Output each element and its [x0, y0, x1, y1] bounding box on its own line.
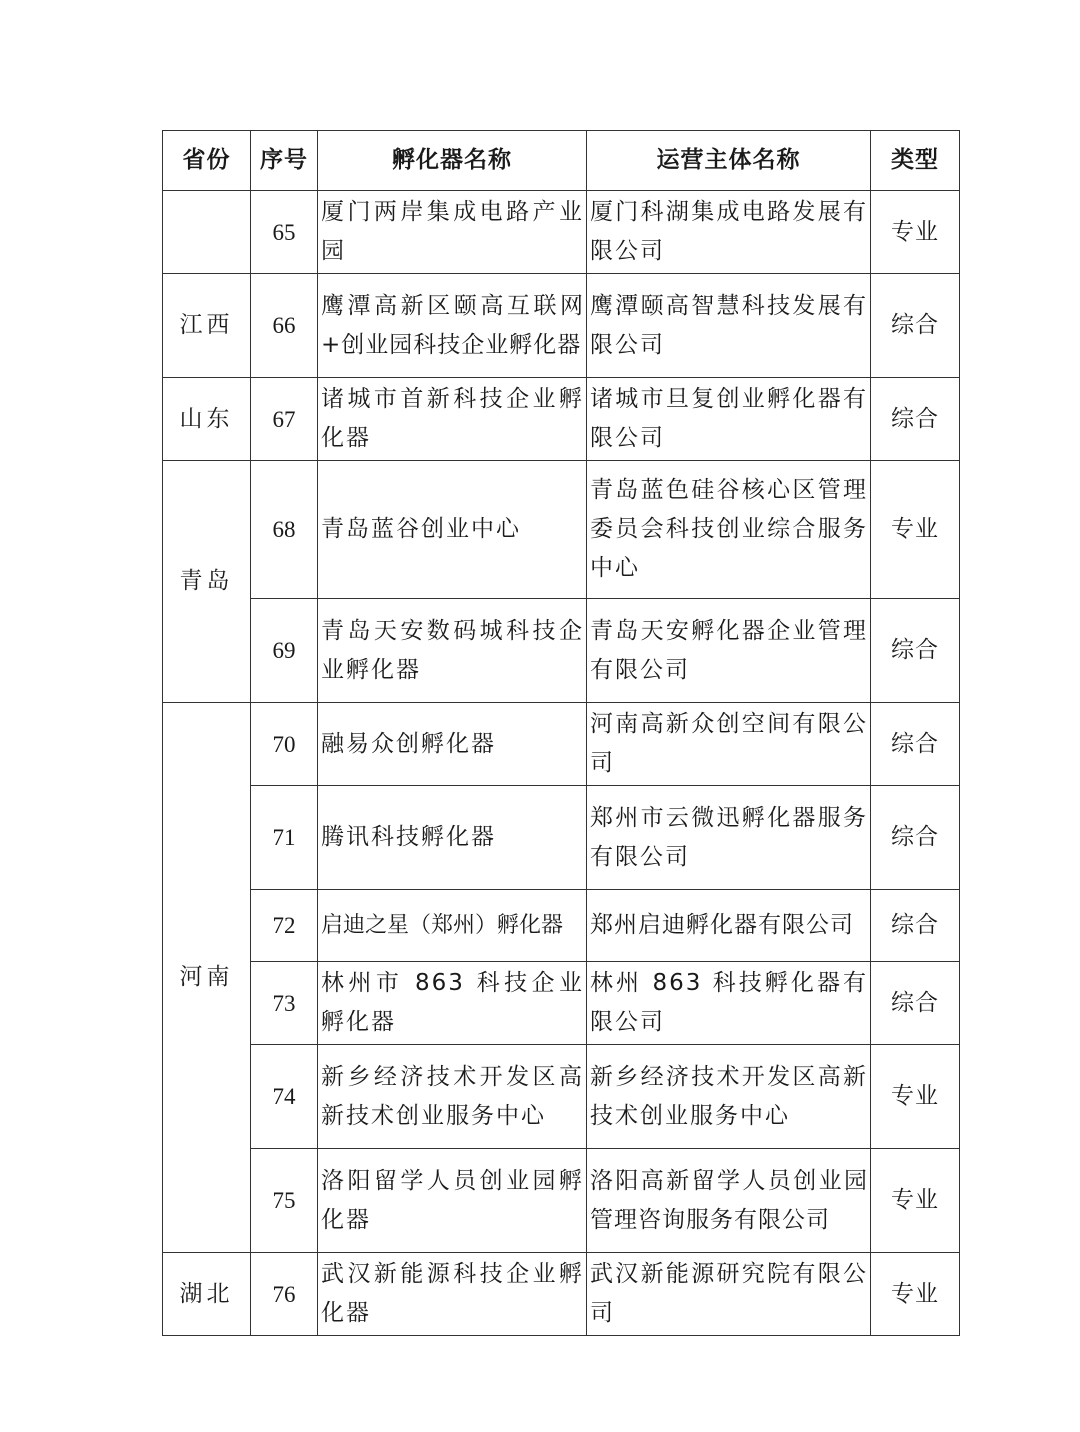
province-cell: 山东 [163, 378, 251, 461]
incubator-name-cell: 鹰潭高新区颐高互联网+创业园科技企业孵化器 [318, 274, 587, 378]
table-row [163, 1045, 960, 1149]
incubator-name-cell: 青岛天安数码城科技企业孵化器 [318, 599, 587, 703]
operator-name-cell: 河南高新众创空间有限公司 [587, 703, 871, 786]
table-row [163, 962, 960, 1045]
incubator-name-cell: 新乡经济技术开发区高新技术创业服务中心 [318, 1045, 587, 1149]
type-cell: 综合 [871, 703, 960, 786]
type-cell: 综合 [871, 378, 960, 461]
type-cell: 综合 [871, 274, 960, 378]
table-row [163, 599, 960, 703]
table-row [163, 191, 960, 274]
type-cell: 综合 [871, 890, 960, 962]
incubator-name-cell: 青岛蓝谷创业中心 [318, 461, 587, 599]
type-cell: 专业 [871, 461, 960, 599]
header-type: 类型 [871, 131, 960, 191]
operator-name-cell: 青岛蓝色硅谷核心区管理委员会科技创业综合服务中心 [587, 461, 871, 599]
incubator-name-cell: 启迪之星（郑州）孵化器 [318, 890, 587, 962]
operator-name-cell: 厦门科湖集成电路发展有限公司 [587, 191, 871, 274]
operator-name-cell: 林州 863 科技孵化器有限公司 [587, 962, 871, 1045]
seq-cell: 67 [251, 378, 318, 461]
table-row [163, 461, 960, 599]
table-row [163, 786, 960, 890]
operator-name-cell: 郑州市云微迅孵化器服务有限公司 [587, 786, 871, 890]
incubator-table [162, 130, 960, 1336]
province-cell: 青岛 [163, 461, 251, 703]
operator-name-cell: 新乡经济技术开发区高新技术创业服务中心 [587, 1045, 871, 1149]
table-row [163, 1149, 960, 1253]
table-row [163, 890, 960, 962]
seq-cell: 73 [251, 962, 318, 1045]
operator-name-cell: 青岛天安孵化器企业管理有限公司 [587, 599, 871, 703]
seq-cell: 74 [251, 1045, 318, 1149]
table-row [163, 274, 960, 378]
operator-name-cell: 诸城市旦复创业孵化器有限公司 [587, 378, 871, 461]
type-cell: 专业 [871, 1045, 960, 1149]
header-operator-name: 运营主体名称 [587, 131, 871, 191]
province-cell: 河南 [163, 703, 251, 1253]
province-cell: 湖北 [163, 1253, 251, 1336]
operator-name-cell: 洛阳高新留学人员创业园管理咨询服务有限公司 [587, 1149, 871, 1253]
incubator-name-cell: 融易众创孵化器 [318, 703, 587, 786]
type-cell: 专业 [871, 191, 960, 274]
seq-cell: 65 [251, 191, 318, 274]
incubator-name-cell: 厦门两岸集成电路产业园 [318, 191, 587, 274]
table-row [163, 378, 960, 461]
header-seq: 序号 [251, 131, 318, 191]
incubator-name-cell: 腾讯科技孵化器 [318, 786, 587, 890]
operator-name-cell: 武汉新能源研究院有限公司 [587, 1253, 871, 1336]
seq-cell: 71 [251, 786, 318, 890]
header-province: 省份 [163, 131, 251, 191]
seq-cell: 70 [251, 703, 318, 786]
table-header-row [163, 131, 960, 191]
type-cell: 综合 [871, 786, 960, 890]
type-cell: 综合 [871, 962, 960, 1045]
incubator-name-cell: 诸城市首新科技企业孵化器 [318, 378, 587, 461]
type-cell: 综合 [871, 599, 960, 703]
incubator-name-cell: 武汉新能源科技企业孵化器 [318, 1253, 587, 1336]
type-cell: 专业 [871, 1149, 960, 1253]
table-row [163, 703, 960, 786]
seq-cell: 69 [251, 599, 318, 703]
incubator-name-cell: 洛阳留学人员创业园孵化器 [318, 1149, 587, 1253]
type-cell: 专业 [871, 1253, 960, 1336]
incubator-name-cell: 林州市 863 科技企业孵化器 [318, 962, 587, 1045]
seq-cell: 72 [251, 890, 318, 962]
seq-cell: 68 [251, 461, 318, 599]
province-cell-empty [163, 191, 251, 274]
seq-cell: 76 [251, 1253, 318, 1336]
operator-name-cell: 郑州启迪孵化器有限公司 [587, 890, 871, 962]
seq-cell: 75 [251, 1149, 318, 1253]
seq-cell: 66 [251, 274, 318, 378]
operator-name-cell: 鹰潭颐高智慧科技发展有限公司 [587, 274, 871, 378]
province-cell: 江西 [163, 274, 251, 378]
header-incubator-name: 孵化器名称 [318, 131, 587, 191]
table-row [163, 1253, 960, 1336]
